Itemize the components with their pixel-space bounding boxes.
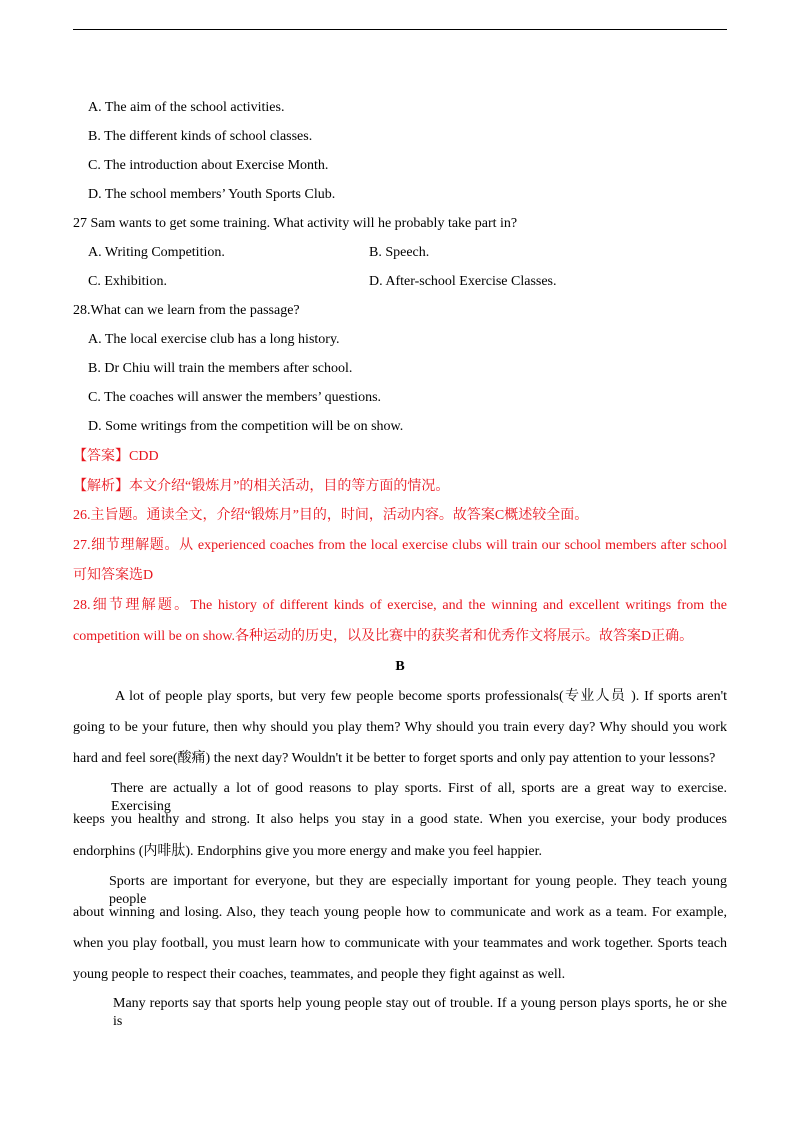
q28-stem: 28.What can we learn from the passage? (73, 303, 300, 318)
passage-b-heading: B (395, 659, 405, 674)
q28-option-b: B. Dr Chiu will train the members after school. (88, 361, 353, 376)
passage-b-p1-line-2: going to be your future, then why should you play them? Why should you train every day? Why should you work (73, 720, 727, 735)
q28-option-a: A. The local exercise club has a long history. (88, 332, 340, 347)
q27-stem: 27 Sam wants to get some training. What activity will he probably take part in? (73, 216, 518, 231)
q28-option-d: D. Some writings from the competition will be on show. (88, 419, 404, 434)
passage-b-p2-line-1: There are actually a lot of good reasons to play sports. First of all, sports are a great way to exercise. Exercising (111, 781, 727, 814)
explanation-28-line-2: competition will be on show.各种运动的历史，以及比赛中的获奖者和优秀作文将展示。故答案D正确。 (73, 629, 694, 644)
q27-option-d: D. After-school Exercise Classes. (369, 274, 557, 289)
passage-b-p3-line-3: when you play football, you must learn how to communicate with your teammates and work together. Sports teach (73, 936, 727, 951)
passage-b-p1-line-1: A lot of people play sports, but very few people become sports professionals(专业人员 ). If sports aren't (115, 689, 727, 704)
explanation-28-line-1: 28.细节理解题。The history of different kinds of exercise, and the winning and excellent writings from the (73, 598, 727, 613)
header-rule (73, 29, 727, 30)
passage-b-p3-line-2: about winning and losing. Also, they teach young people how to communicate and work as a team. For example, (73, 905, 727, 920)
q27-option-a: A. Writing Competition. (88, 245, 225, 260)
analysis-line: 【解析】本文介绍“锻炼月”的相关活动，目的等方面的情况。 (73, 479, 450, 494)
explanation-27-line-1: 27.细节理解题。从 experienced coaches from the local exercise clubs will train our school members after school (73, 538, 727, 553)
answer-line: 【答案】CDD (73, 449, 159, 464)
q26-option-c: C. The introduction about Exercise Month. (88, 158, 329, 173)
q28-option-c: C. The coaches will answer the members’ questions. (88, 390, 382, 405)
explanation-26: 26.主旨题。通读全文，介绍“锻炼月”目的，时间，活动内容。故答案C概述较全面。 (73, 508, 589, 523)
q27-option-b: B. Speech. (369, 245, 430, 260)
passage-b-p4-line-1: Many reports say that sports help young people stay out of trouble. If a young person plays sports, he or she is (113, 996, 727, 1029)
passage-b-p3-line-4: young people to respect their coaches, teammates, and people they fight against as well. (73, 967, 566, 982)
q27-option-c: C. Exhibition. (88, 274, 167, 289)
explanation-27-line-2: 可知答案选D (73, 568, 154, 583)
q26-option-d: D. The school members’ Youth Sports Club. (88, 187, 336, 202)
q26-option-a: A. The aim of the school activities. (88, 100, 285, 115)
passage-b-p2-line-3: endorphins (内啡肽). Endorphins give you more energy and make you feel happier. (73, 844, 543, 859)
passage-b-p2-line-2: keeps you healthy and strong. It also helps you stay in a good state. When you exercise, your body produces (73, 812, 727, 827)
passage-b-p1-line-3: hard and feel sore(酸痛) the next day? Wouldn't it be better to forget sports and only pay attention to your lessons? (73, 751, 716, 766)
q26-option-b: B. The different kinds of school classes. (88, 129, 313, 144)
passage-b-p3-line-1: Sports are important for everyone, but they are especially important for young people. They teach young people (109, 874, 727, 907)
